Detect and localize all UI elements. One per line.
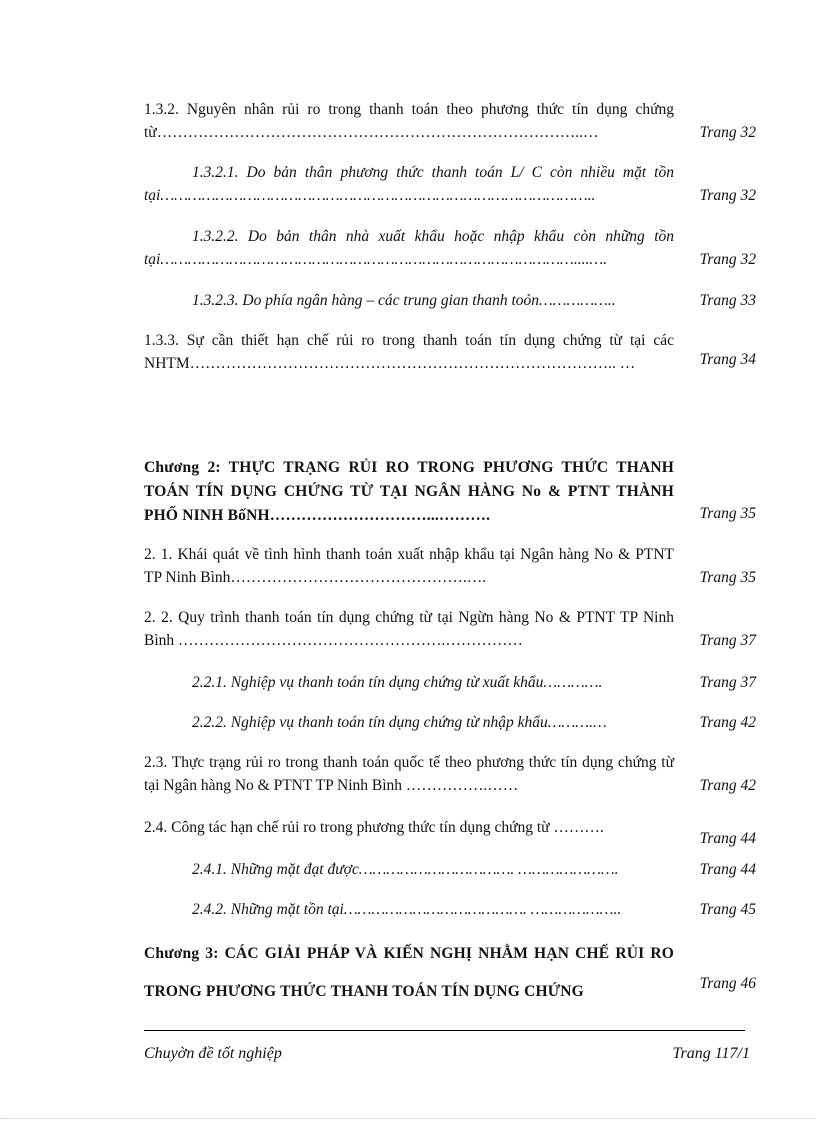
footer-page-number: Trang 117/1 — [672, 1045, 750, 1062]
toc-entry-text: 1.3.2.2. Do bản thân nhà xuất khẩu hoặc nhập khẩu còn những tồn tại………………………………………………………………………………....…. — [144, 228, 674, 268]
toc-entry-text: 2. 1. Khái quát về tình hình thanh toán xuất nhập khẩu tại Ngân hàng No & PTNT TP Ninh Bình……………………………………….…. — [144, 546, 674, 586]
toc-entry-page: Trang 37 — [699, 674, 756, 691]
toc-chapter-text: Chương 2: THỰC TRẠNG RỦI RO TRONG PHƯƠNG THỨC THANH TOÁN TÍN DỤNG CHỨNG TỪ TẠI NGÂN HÀNG No & PTNT THÀNH PHỐ NINH BốNH…………………………...………. — [144, 459, 674, 524]
toc-entry-page: Trang 35 — [699, 569, 756, 586]
toc-entry-page: Trang 33 — [699, 292, 756, 309]
toc-entry-page: Trang 32 — [699, 187, 756, 204]
toc-entry-text: 1.3.2.3. Do phía ngân hàng – các trung gian thanh toỏn…………….. — [192, 292, 616, 309]
toc-entry-page: Trang 46 — [699, 975, 756, 992]
toc-entry-text: 2.3. Thực trạng rủi ro trong thanh toán quốc tế theo phương thức tín dụng chứng từ tại Ngân hàng No & PTNT TP Ninh Bình …………….…… — [144, 754, 674, 794]
toc-entry-page: Trang 44 — [699, 830, 756, 847]
page-edge-divider — [0, 1118, 816, 1119]
toc-entry-text: 2.4.1. Những mặt đạt được……………………………. …………………. — [192, 861, 619, 878]
toc-entry-text: 1.3.3. Sự cần thiết hạn chế rủi ro trong thanh toán tín dụng chứng từ tại các NHTM……………………………………………………………………….. … — [144, 332, 674, 372]
toc-entry-text: 1.3.2. Nguyên nhân rủi ro trong thanh toán theo phương thức tín dụng chứng từ………………………………………………………………………..… — [144, 101, 674, 141]
toc-entry-page: Trang 32 — [699, 124, 756, 141]
toc-entry-page: Trang 32 — [699, 251, 756, 268]
toc-entry-page: Trang 42 — [699, 714, 756, 731]
toc-entry-page: Trang 42 — [699, 777, 756, 794]
toc-entry-text: 2.2.2. Nghiệp vụ thanh toán tín dụng chứng từ nhập khẩu……….… — [192, 714, 607, 731]
toc-entry-page: Trang 34 — [699, 351, 756, 368]
toc-entry-page: Trang 37 — [699, 632, 756, 649]
toc-entry-text: 2. 2. Quy trình thanh toán tín dụng chứng từ tại Ngừn hàng No & PTNT TP Ninh Bình …………………………………………….…………… — [144, 609, 674, 649]
footer-divider — [144, 1030, 745, 1031]
toc-entry-text: 1.3.2.1. Do bản thân phương thức thanh toán L/ C còn nhiều mặt tồn tại………………………………………………………………………………….. — [144, 164, 674, 204]
toc-entry-text: 2.4.2. Những mặt tồn tại…………………………………. ……………….. — [192, 901, 622, 918]
toc-entry-text: 2.4. Công tác hạn chế rủi ro trong phương thức tín dụng chứng từ ………. — [144, 819, 604, 836]
footer-title: Chuyờn đề tốt nghiệp — [144, 1045, 282, 1062]
toc-entry-page: Trang 44 — [699, 861, 756, 878]
toc-entry-text: 2.2.1. Nghiệp vụ thanh toán tín dụng chứng từ xuất khẩu…………. — [192, 674, 603, 691]
toc-chapter-text: Chương 3: CÁC GIẢI PHÁP VÀ KIẾN NGHỊ NHẰM HẠN CHẾ RỦI RO TRONG PHƯƠNG THỨC THANH TOÁN TÍN DỤNG CHỨNG — [144, 945, 674, 1000]
toc-entry-page: Trang 35 — [699, 505, 756, 522]
toc-entry-page: Trang 45 — [699, 901, 756, 918]
